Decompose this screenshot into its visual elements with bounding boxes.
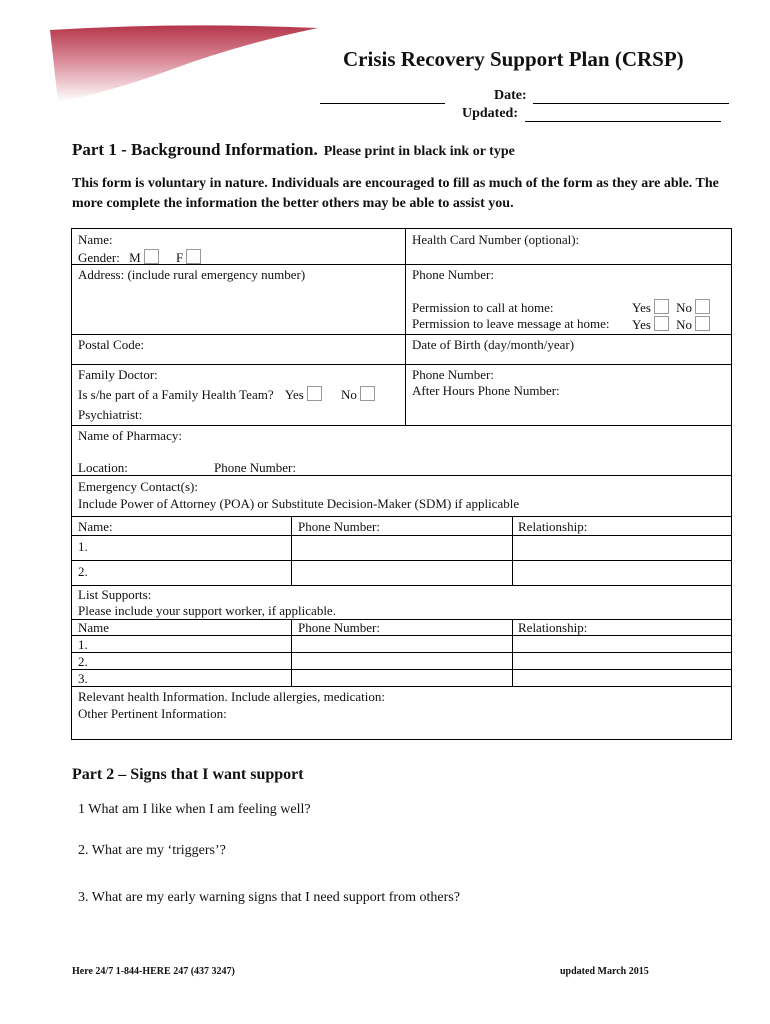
background-form (71, 228, 732, 740)
updated-label: Updated: (462, 106, 519, 121)
footer-hotline: Here 24/7 1-844-HERE 247 (437 3247) (72, 966, 235, 977)
gender-f-checkbox[interactable] (186, 249, 201, 264)
ls-phone-header: Phone Number: (298, 620, 380, 635)
column-divider (512, 619, 513, 686)
date-row (320, 88, 729, 104)
health-card-label: Health Card Number (optional): (412, 232, 580, 247)
column-divider (291, 516, 292, 585)
doctor-phone-label: Phone Number: (412, 367, 494, 382)
row-divider (72, 635, 731, 636)
date-label: Date: (494, 88, 527, 103)
yes-label: Yes (632, 317, 651, 332)
ls-row-1: 1. (78, 637, 88, 652)
updated-row (462, 106, 721, 122)
part2-heading: Part 2 – Signs that I want support (72, 766, 304, 783)
row-divider (72, 334, 731, 335)
list-supports-label: List Supports: (78, 587, 152, 602)
message-yes-checkbox[interactable] (654, 316, 669, 331)
part1-intro: This form is voluntary in nature. Individuals are encouraged to fill as much of the form as they are able. The more complete the information the better others may be able to assist you. (72, 176, 719, 211)
ls-name-header: Name (78, 620, 110, 635)
ec-relationship-header: Relationship: (518, 519, 588, 534)
row-divider (72, 364, 731, 365)
row-divider (72, 619, 731, 620)
address-label: Address: (include rural emergency number) (78, 267, 306, 282)
logo-swoosh (50, 22, 320, 102)
row-divider (72, 425, 731, 426)
dob-label: Date of Birth (day/month/year) (412, 337, 575, 352)
ec-row-1: 1. (78, 539, 88, 554)
no-label: No (676, 300, 693, 315)
fht-row (78, 386, 375, 402)
postal-code-label: Postal Code: (78, 337, 145, 352)
permission-call-options (632, 299, 710, 315)
location-label: Location: (78, 460, 128, 475)
fht-yes-checkbox[interactable] (307, 386, 322, 401)
row-divider (72, 535, 731, 536)
pharmacy-phone-label: Phone Number: (214, 460, 296, 475)
no-label: No (676, 317, 693, 332)
footer-updated: updated March 2015 (560, 966, 649, 977)
row-divider (72, 475, 731, 476)
health-info-label: Relevant health Information. Include allergies, medication: (78, 689, 385, 704)
part1-heading (72, 140, 515, 160)
row-divider (72, 516, 731, 517)
gender-m-label: M (129, 250, 141, 265)
permission-message-options (632, 316, 710, 332)
name-label: Name: (78, 232, 113, 247)
psychiatrist-label: Psychiatrist: (78, 407, 143, 422)
column-divider (512, 516, 513, 585)
family-doctor-label: Family Doctor: (78, 367, 158, 382)
part1-title: Part 1 - Background Information. (72, 140, 318, 159)
column-divider (291, 619, 292, 686)
date-field[interactable] (533, 89, 729, 104)
permission-call-label: Permission to call at home: (412, 300, 554, 315)
gender-m-checkbox[interactable] (144, 249, 159, 264)
call-yes-checkbox[interactable] (654, 299, 669, 314)
gender-label: Gender: (78, 250, 120, 265)
yes-label: Yes (284, 387, 304, 402)
row-divider (72, 669, 731, 670)
gender-row (78, 249, 201, 265)
emergency-contacts-label: Emergency Contact(s): (78, 479, 198, 494)
message-no-checkbox[interactable] (695, 316, 710, 331)
ls-row-3: 3. (78, 671, 88, 686)
gender-f-label: F (175, 250, 184, 265)
no-label: No (341, 387, 357, 402)
call-no-checkbox[interactable] (695, 299, 710, 314)
row-divider (72, 652, 731, 653)
row-divider (72, 560, 731, 561)
page-title: Crisis Recovery Support Plan (CRSP) (343, 47, 684, 71)
after-hours-label: After Hours Phone Number: (412, 383, 560, 398)
question-3: 3. What are my early warning signs that I need support from others? (78, 890, 460, 905)
fht-no-checkbox[interactable] (360, 386, 375, 401)
question-2: 2. What are my ‘triggers’? (78, 843, 226, 858)
blank-line[interactable] (320, 89, 445, 104)
permission-message-label: Permission to leave message at home: (412, 316, 610, 331)
ec-phone-header: Phone Number: (298, 519, 380, 534)
row-divider (72, 686, 731, 687)
support-note: Please include your support worker, if applicable. (78, 603, 336, 618)
ec-name-header: Name: (78, 519, 113, 534)
updated-field[interactable] (525, 107, 721, 122)
part1-subheading: Please print in black ink or type (323, 144, 515, 159)
row-divider (72, 585, 731, 586)
ls-row-2: 2. (78, 654, 88, 669)
question-1: 1 What am I like when I am feeling well? (78, 802, 311, 817)
column-divider (405, 229, 406, 425)
ec-row-2: 2. (78, 564, 88, 579)
other-info-label: Other Pertinent Information: (78, 706, 227, 721)
poa-note: Include Power of Attorney (POA) or Substitute Decision-Maker (SDM) if applicable (78, 496, 520, 511)
yes-label: Yes (632, 300, 651, 315)
fht-question: Is s/he part of a Family Health Team? (78, 387, 274, 402)
phone-label: Phone Number: (412, 267, 494, 282)
ls-relationship-header: Relationship: (518, 620, 588, 635)
pharmacy-label: Name of Pharmacy: (78, 428, 182, 443)
